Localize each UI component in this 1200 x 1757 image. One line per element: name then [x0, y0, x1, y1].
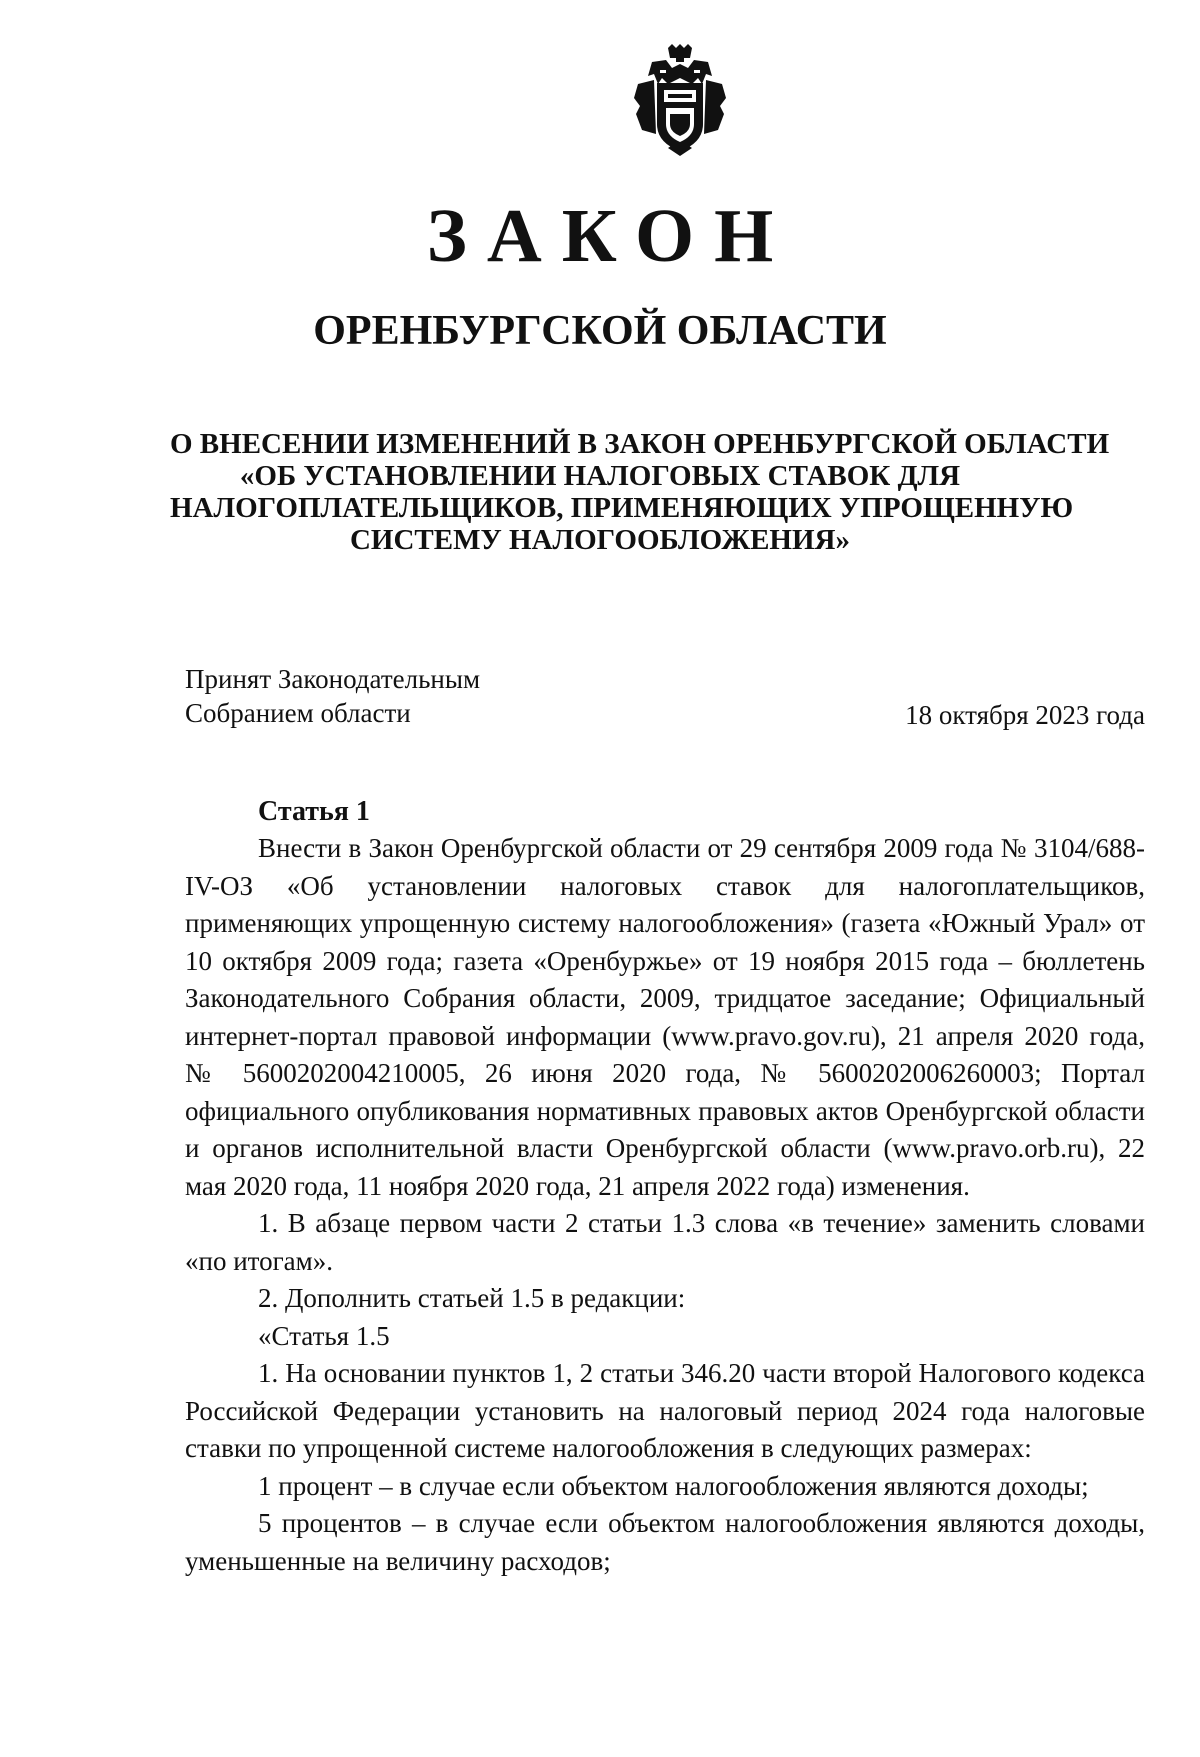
article-body: [185, 830, 1145, 1580]
subject-line: О ВНЕСЕНИИ ИЗМЕНЕНИЙ В ЗАКОН ОРЕНБУРГСКОЙ ОБЛАСТИ: [170, 428, 1110, 460]
article-paragraph: Внести в Закон Оренбургской области от 29 сентября 2009 года № 3104/688-IV-ОЗ «Об установлении налоговых ставок для налогоплательщиков, применяющих упрощенную систему налогообложения» (газета «Южный Урал» от 10 октября 2009 года; газета «Оренбуржье» от 19 ноября 2015 года – бюллетень Законодательного Собрания области, 2009, тридцатое заседание; Официальный интернет-портал правовой информации (www.pravo.gov.ru), 21 апреля 2020 года, № 5600202004210005, 26 июня 2020 года, № 5600202006260003; Портал официального опубликования нормативных правовых актов Оренбургской области и органов исполнительной власти Оренбургской области (www.pravo.orb.ru), 22 мая 2020 года, 11 ноября 2020 года, 21 апреля 2022 года) изменения.: [185, 833, 1145, 1201]
law-subject: [170, 428, 1110, 556]
adoption-body: [185, 662, 480, 730]
document-region: ОРЕНБУРГСКОЙ ОБЛАСТИ: [313, 308, 887, 354]
subject-line: СИСТЕМУ НАЛОГООБЛОЖЕНИЯ»: [349, 524, 850, 556]
adoption-line: Принят Законодательным: [185, 664, 481, 694]
article-heading: Статья 1: [258, 796, 370, 827]
subject-line: НАЛОГОПЛАТЕЛЬЩИКОВ, ПРИМЕНЯЮЩИХ УПРОЩЕННУЮ: [170, 492, 1074, 524]
article-paragraph: «Статья 1.5: [258, 1320, 390, 1351]
article-paragraph: 1 процент – в случае если объектом налогообложения являются доходы;: [258, 1470, 1089, 1501]
article-paragraph: 5 процентов – в случае если объектом налогообложения являются доходы, уменьшенные на величину расходов;: [185, 1508, 1145, 1576]
adoption-line: Собранием области: [185, 698, 411, 728]
adoption-date: 18 октября 2023 года: [905, 700, 1145, 730]
article-paragraph: 1. На основании пунктов 1, 2 статьи 346.20 части второй Налогового кодекса Российской Федерации установить на налоговый период 2024 года налоговые ставки по упрощенной системе налогообложения в следующих размерах:: [185, 1358, 1145, 1463]
article-paragraph: 1. В абзаце первом части 2 статьи 1.3 слова «в течение» заменить словами «по итогам».: [185, 1208, 1145, 1276]
document-title: ЗАКОН: [426, 194, 794, 278]
article-paragraph: 2. Дополнить статьей 1.5 в редакции:: [258, 1283, 686, 1313]
subject-line: «ОБ УСТАНОВЛЕНИИ НАЛОГОВЫХ СТАВОК ДЛЯ: [239, 460, 961, 492]
orenburg-coat-of-arms-icon: [632, 44, 728, 156]
